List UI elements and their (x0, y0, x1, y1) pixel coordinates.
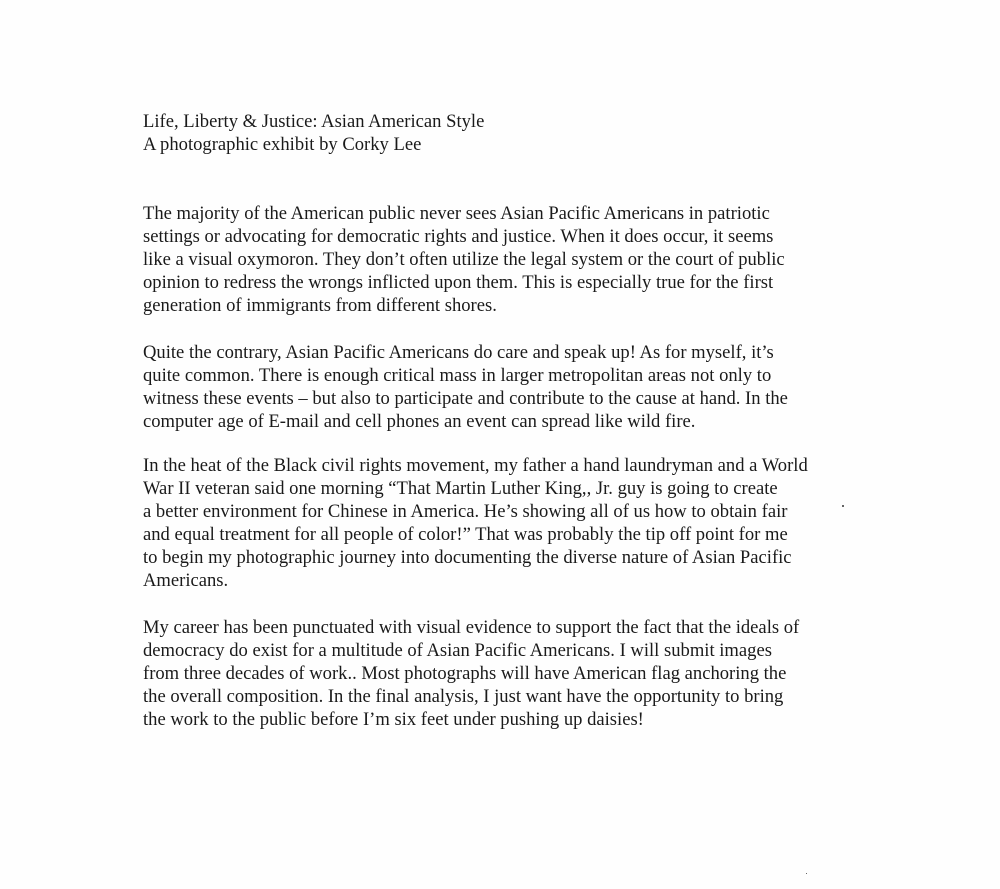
paragraph-line: computer age of E-mail and cell phones an event can spread like wild fire. (143, 411, 696, 432)
paragraph-line: from three decades of work.. Most photographs will have American flag anchoring the (143, 663, 787, 684)
scan-speck (842, 505, 844, 507)
paragraph-line: My career has been punctuated with visual evidence to support the fact that the ideals of (143, 617, 800, 638)
paragraph-line: Quite the contrary, Asian Pacific Americans do care and speak up! As for myself, it’s (143, 342, 774, 363)
paragraph-line: War II veteran said one morning “That Martin Luther King,, Jr. guy is going to create (143, 478, 778, 499)
paragraph-line: the overall composition. In the final analysis, I just want have the opportunity to bring (143, 686, 784, 707)
scan-speck (806, 873, 807, 874)
paragraph-line: quite common. There is enough critical mass in larger metropolitan areas not only to (143, 365, 772, 386)
paragraph-line: opinion to redress the wrongs inflicted upon them. This is especially true for the first (143, 272, 774, 293)
paragraph-line: witness these events – but also to participate and contribute to the cause at hand. In the (143, 388, 788, 409)
paragraph-line: and equal treatment for all people of color!” That was probably the tip off point for me (143, 524, 788, 545)
document-title: Life, Liberty & Justice: Asian American Style (143, 111, 485, 132)
paragraph-line: generation of immigrants from different shores. (143, 295, 497, 316)
paragraph-line: the work to the public before I’m six feet under pushing up daisies! (143, 709, 644, 730)
paragraph-civil-rights (143, 454, 808, 592)
paragraph-line: settings or advocating for democratic rights and justice. When it does occur, it seems (143, 226, 774, 247)
document-subtitle: A photographic exhibit by Corky Lee (143, 134, 422, 155)
paragraph-intro (143, 202, 785, 317)
paragraph-line: a better environment for Chinese in America. He’s showing all of us how to obtain fair (143, 501, 788, 522)
paragraph-contrary (143, 341, 788, 433)
paragraph-line: like a visual oxymoron. They don’t often utilize the legal system or the court of public (143, 249, 785, 270)
document-body (143, 110, 883, 730)
paragraph-line: The majority of the American public never sees Asian Pacific Americans in patriotic (143, 203, 770, 224)
paragraph-line: Americans. (143, 570, 229, 591)
paragraph-career (143, 616, 799, 731)
document-heading (143, 110, 883, 156)
paragraph-line: democracy do exist for a multitude of Asian Pacific Americans. I will submit images (143, 640, 772, 661)
paragraph-line: In the heat of the Black civil rights movement, my father a hand laundryman and a World (143, 455, 808, 476)
paragraph-line: to begin my photographic journey into documenting the diverse nature of Asian Pacific (143, 547, 792, 568)
